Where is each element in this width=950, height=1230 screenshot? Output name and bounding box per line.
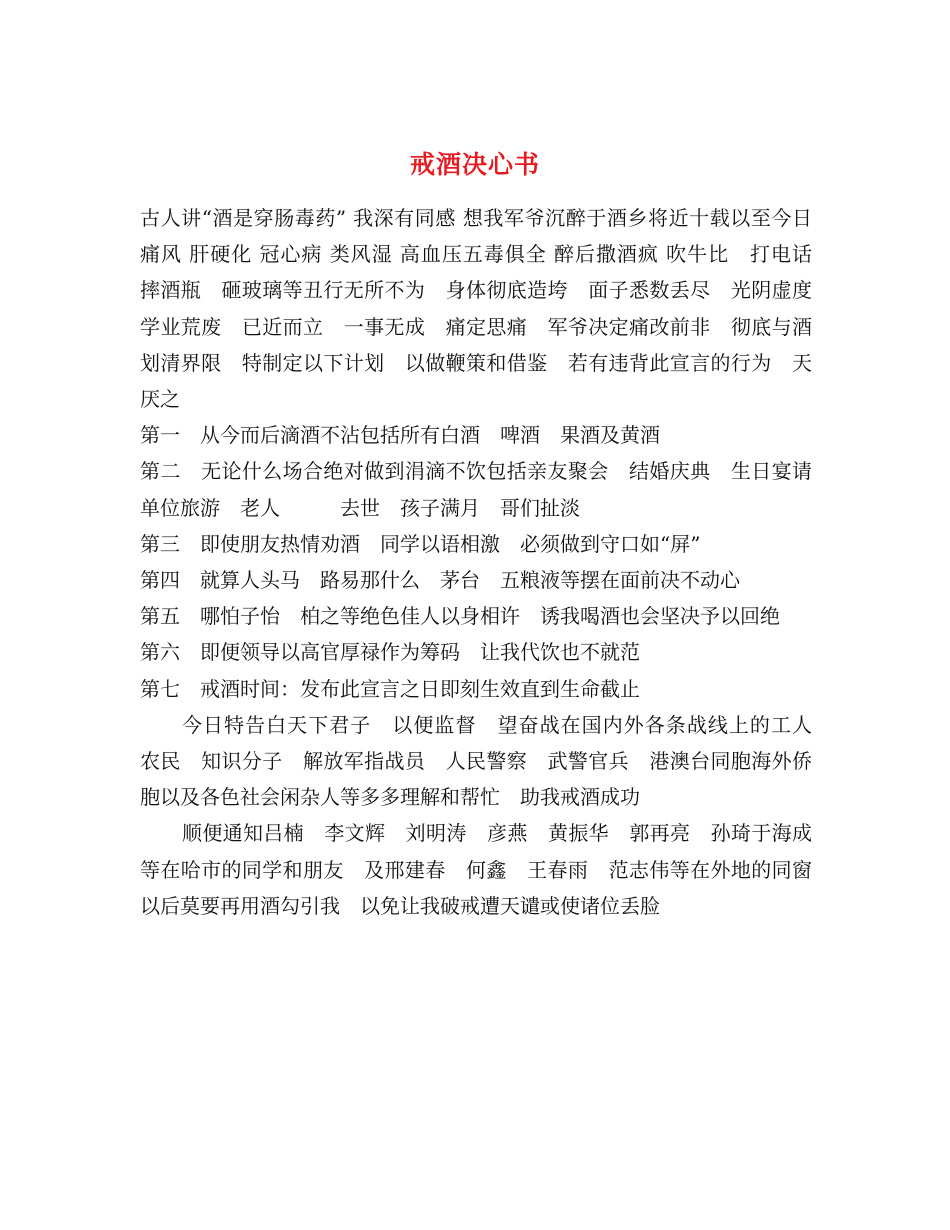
announcement-paragraph: 今日特告白天下君子 以便监督 望奋战在国内外各条战线上的工人 农民 知识分子 解放军指战员 人民警察 武警官兵 港澳台同胞海外侨胞以及各色社会闲杂人等多多理解和帮忙 助我戒酒成功 xyxy=(140,712,832,810)
rule-item-1: 第一 从今而后滴酒不沾包括所有白酒 啤酒 果酒及黄酒 xyxy=(140,423,660,448)
document-body xyxy=(140,200,832,924)
rule-item-6: 第六 即便领导以高官厚禄作为筹码 让我代饮也不就范 xyxy=(140,640,640,665)
document-title: 戒酒决心书 xyxy=(409,149,540,179)
notice-paragraph: 顺便通知吕楠 李文辉 刘明涛 彦燕 黄振华 郭再亮 孙琦于海成等在哈市的同学和朋友 及邢建春 何鑫 王春雨 范志伟等在外地的同窗以后莫要再用酒勾引我 以免让我破戒遭天谴或使诸位丢脸 xyxy=(140,821,812,918)
rule-item-4: 第四 就算人头马 路易那什么 茅台 五粮液等摆在面前决不动心 xyxy=(140,568,740,593)
rule-item-2: 第二 无论什么场合绝对做到涓滴不饮包括亲友聚会 结婚庆典 生日宴请 单位旅游 老人 去世 孩子满月 哥们扯淡 xyxy=(140,459,832,520)
rule-item-5: 第五 哪怕子怡 柏之等绝色佳人以身相许 诱我喝酒也会坚决予以回绝 xyxy=(140,604,780,629)
intro-paragraph: 古人讲“酒是穿肠毒药” 我深有同感 想我军爷沉醉于酒乡将近十载以至今日痛风 肝硬化 冠心病 类风湿 高血压五毒俱全 醉后撒酒疯 吹牛比 打电话 摔酒瓶 砸玻璃等丑行无所不为 身体彻底造垮 面子悉数丢尽 光阴虚度 学业荒废 已近而立 一事无成 痛定思痛 军爷决定痛改前非 彻底与酒划清界限 特制定以下计划 以做鞭策和借鉴 若有违背此宣言的行为 天厌之 xyxy=(140,206,832,412)
rule-item-3: 第三 即使朋友热情劝酒 同学以语相激 必须做到守口如“屏” xyxy=(140,531,701,556)
rule-item-7: 第七 戒酒时间：发布此宣言之日即刻生效直到生命截止 xyxy=(140,676,640,701)
